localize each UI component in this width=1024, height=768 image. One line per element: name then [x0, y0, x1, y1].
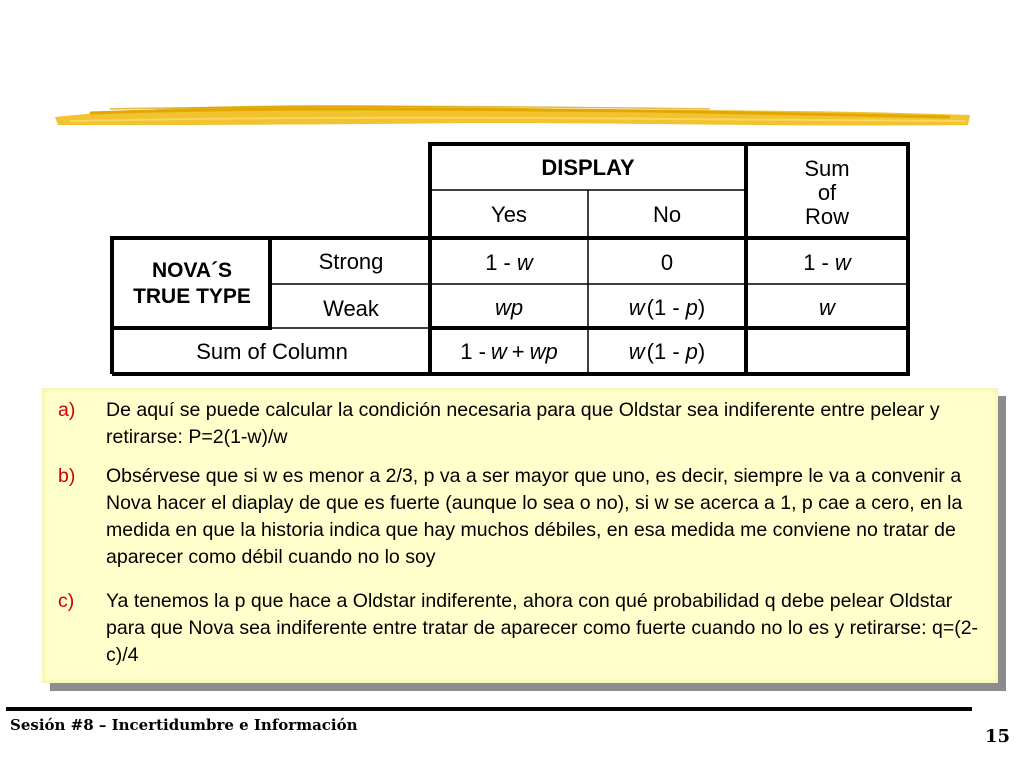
cell-weak-no-b: (1 -: [646, 295, 680, 320]
cell-weak-no-d: ): [697, 295, 706, 320]
sum-of-row-line2: of: [817, 180, 837, 205]
cell-strong-yes-a: 1 -: [485, 250, 511, 275]
note-text-a: De aquí se puede calcular la condición necesaria para que Oldstar sea indiferente entre pelear y retirarse: P=2(1-w)/w: [106, 399, 940, 448]
cell-col-sum-yes: [430, 330, 588, 374]
note-label-b: b): [58, 465, 76, 487]
cell-strong-sum-a: 1 -: [803, 250, 829, 275]
row-group-line1: NOVA´S: [151, 259, 233, 282]
sum-of-row-line1: Sum: [804, 156, 850, 181]
row-label-weak: Weak: [323, 296, 379, 321]
cell-weak-no: [588, 286, 746, 330]
cell-weak-no-a: w: [628, 295, 645, 320]
row-label-strong: Strong: [318, 249, 384, 274]
cell-col-sum-no-a: w: [628, 339, 645, 364]
note-text-b: Obsérvese que si w es menor a 2/3, p va a ser mayor que uno, es decir, siempre le va a convenir a Nova hacer el diaplay de que es fuerte (aunque lo sea o no), si w se acerca a 1, p cae a cero, en la medida en que la historia indica que hay muchos débiles, en esa medida me conviene no tratar de aparecer como débil cuando no lo soy: [106, 465, 963, 568]
cell-col-sum-no-c: p: [685, 339, 698, 364]
cell-strong-sum: [746, 240, 908, 286]
cell-col-sum-no-b: (1 -: [646, 339, 680, 364]
page-number: 15: [984, 726, 1010, 747]
note-label-a: a): [58, 399, 76, 421]
cell-strong-yes-b: w: [516, 250, 533, 275]
cell-weak-no-c: p: [685, 295, 698, 320]
row-group-line2: TRUE TYPE: [133, 285, 251, 308]
cell-col-sum-yes-d: wp: [529, 339, 558, 364]
cell-col-sum-yes-c: +: [511, 339, 525, 364]
note-text-c: Ya tenemos la p que hace a Oldstar indiferente, ahora con qué probabilidad q debe pelear Oldstar para que Nova sea indiferente entre tratar de aparecer como fuerte cuando no lo es y retirarse: q=(2-c)/4: [106, 590, 979, 666]
cell-col-sum-no: [588, 330, 746, 374]
cell-strong-no: 0: [660, 250, 674, 275]
cell-weak-yes: wp: [494, 295, 524, 320]
footer-divider: [6, 707, 972, 711]
cell-col-sum-yes-b: w: [490, 339, 507, 364]
footer-title: Sesión #8 – Incertidumbre e Información: [10, 716, 358, 734]
note-label-c: c): [58, 590, 75, 612]
cell-weak-sum: w: [819, 295, 835, 320]
cell-strong-sum-b: w: [834, 250, 851, 275]
row-label-sum-of-column: Sum of Column: [196, 339, 348, 364]
display-header: DISPLAY: [541, 155, 635, 180]
cell-col-sum-yes-a: 1 -: [460, 339, 486, 364]
cell-col-sum-no-d: ): [697, 339, 706, 364]
cell-strong-yes: [430, 240, 588, 286]
sum-of-row-line3: Row: [804, 204, 849, 229]
sum-of-row-header: [746, 148, 908, 238]
col-header-no: No: [652, 202, 682, 227]
row-group-label: [114, 240, 270, 328]
col-header-yes: Yes: [491, 202, 527, 227]
